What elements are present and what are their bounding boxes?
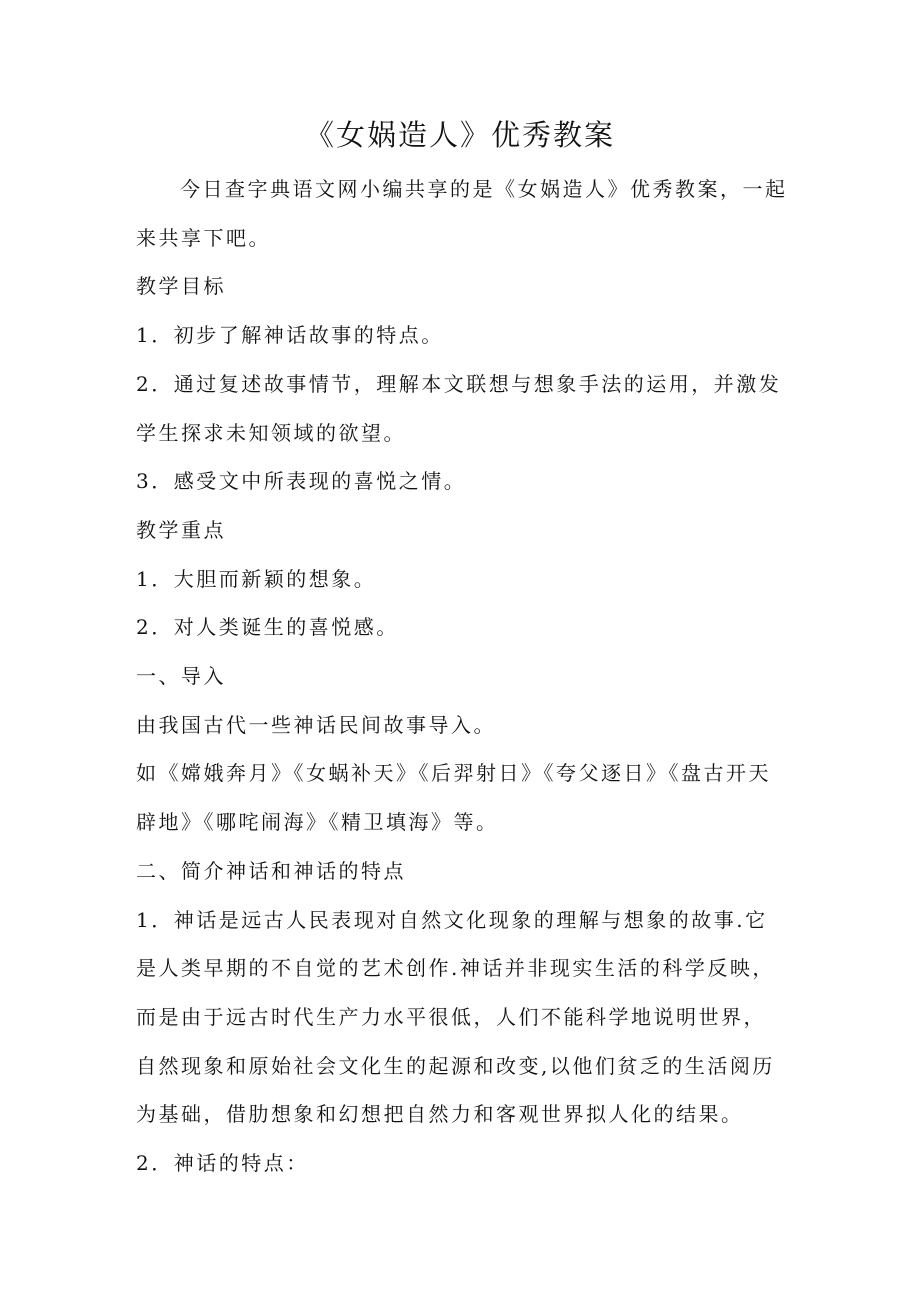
section-heading-teaching-focus: 教学重点 xyxy=(136,517,226,542)
section-heading-introduction: 一、导入 xyxy=(136,664,226,689)
document-title: 《女娲造人》优秀教案 xyxy=(304,118,615,152)
goal-item-2: 2．通过复述故事情节，理解本文联想与想象手法的运用，并激发学生探求未知领域的欲望。 xyxy=(136,371,782,445)
intro-paragraph: 今日查字典语文网小编共享的是《女娲造人》优秀教案，一起来共享下吧。 xyxy=(136,177,788,250)
introduction-examples: 如《嫦娥奔月》《女蜗补天》《后羿射日》《夸父逐日》《盘古开天辟地》《哪咤闹海》《精卫填海》等。 xyxy=(136,761,771,835)
section-heading-myth-features: 二、简介神话和神话的特点 xyxy=(136,858,406,883)
focus-item-1: 1．大胆而新颖的想象。 xyxy=(136,566,377,591)
section-heading-teaching-goals: 教学目标 xyxy=(136,274,226,299)
introduction-paragraph: 由我国古代一些神话民间故事导入。 xyxy=(136,712,496,737)
myth-definition-paragraph: 1．神话是远古人民表现对自然文化现象的理解与想象的故事.它是人类早期的不自觉的艺术创作.神话并非现实生活的科学反映，而是由于远古时代生产力水平很低，人们不能科学地说明世界，自然现象和原始社会文化生的起源和改变,以他们贫乏的生活阅历为基础，借肋想象和幻想把自然力和客观世界拟人化的结果。 xyxy=(136,907,775,1127)
goal-item-3: 3．感受文中所表现的喜悦之情。 xyxy=(136,469,467,494)
document-body xyxy=(136,165,788,1188)
goal-item-1: 1．初步了解神话故事的特点。 xyxy=(136,323,444,348)
focus-item-2: 2．对人类诞生的喜悦感。 xyxy=(136,615,399,640)
myth-features-item: 2．神话的特点： xyxy=(136,1151,309,1176)
